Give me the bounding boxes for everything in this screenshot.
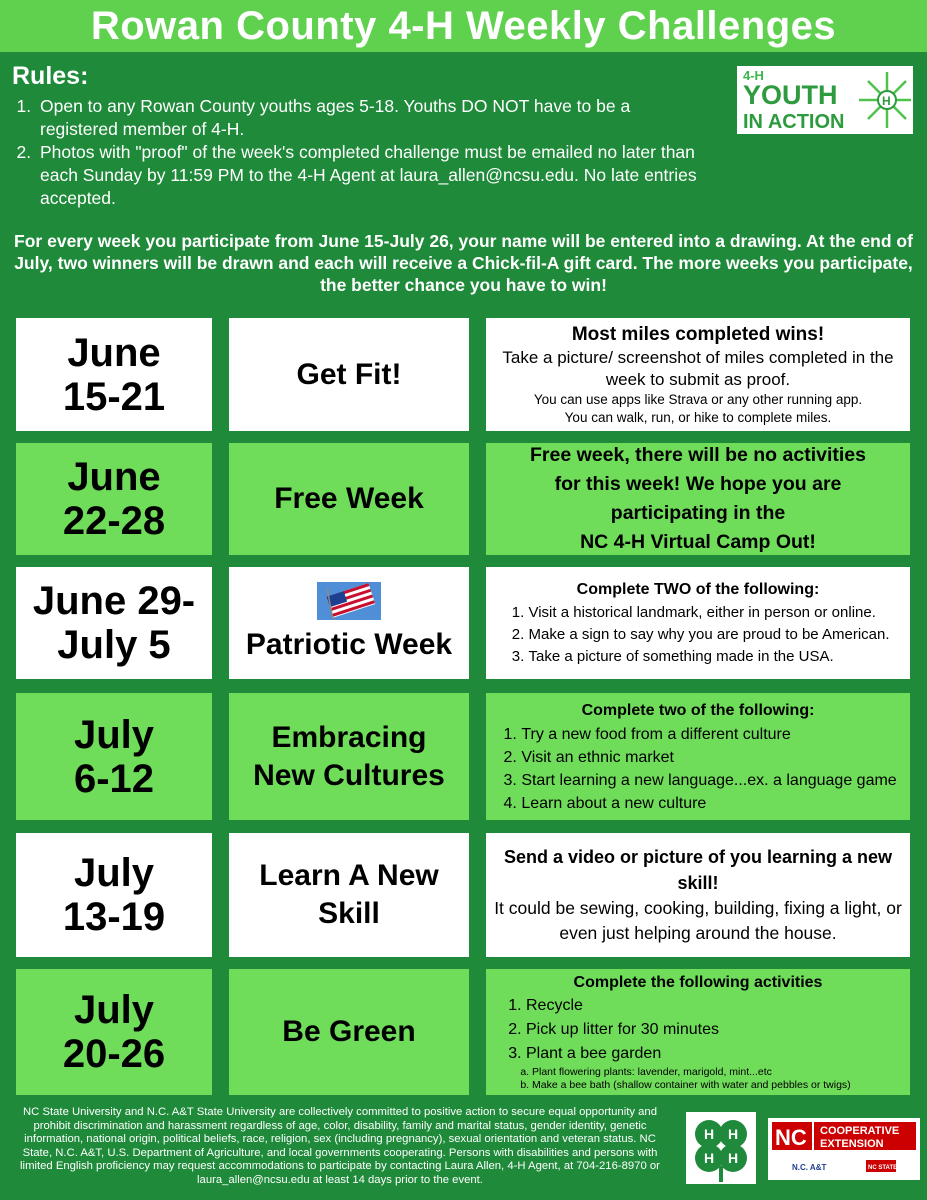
list-item: 3. Start learning a new language...ex. a language game: [521, 769, 896, 792]
week-date: June 22-28: [16, 443, 212, 555]
week-description: Complete the following activities 1. Recycle 2. Pick up litter for 30 minutes 3. Plant a bee garden a. Plant flowering plants: lavender, marigold, mint...etc b. Make a bee bath (shallow container with water and pebbles or twigs): [486, 969, 910, 1095]
week-theme: Be Green: [229, 969, 469, 1095]
svg-text:H: H: [704, 1126, 715, 1142]
list-item: 2. Make a sign to say why you are proud to be American.: [528, 624, 889, 646]
list-item: 1. Visit a historical landmark, either in person or online.: [528, 602, 889, 624]
nc-cooperative-extension-logo: [768, 1118, 920, 1180]
week-date: June 15-21: [16, 318, 212, 431]
week-date: July 6-12: [16, 693, 212, 820]
list-item: 1. Try a new food from a different culture: [521, 723, 896, 746]
week-description: Free week, there will be no activities for this week! We hope you are participating in the NC 4-H Virtual Camp Out!: [486, 443, 910, 555]
week-date: July 13-19: [16, 833, 212, 957]
rules-title: Rules:: [12, 62, 89, 90]
svg-text:H: H: [704, 1150, 715, 1166]
rules-section: [12, 62, 712, 210]
svg-text:H: H: [728, 1126, 739, 1142]
week-row: [16, 833, 910, 957]
week-date: July 20-26: [16, 969, 212, 1095]
list-item: 4. Learn about a new culture: [521, 792, 896, 815]
extension-text: EXTENSION: [820, 1138, 884, 1150]
week-row: [16, 443, 910, 555]
week-description: Send a video or picture of you learning a new skill! It could be sewing, cooking, building, fixing a light, or even just helping around the house.: [486, 833, 910, 957]
list-item: 2. Pick up litter for 30 minutes: [526, 1018, 719, 1042]
cooperative-text: COOPERATIVE: [820, 1125, 900, 1137]
list-item: 3. Take a picture of something made in the USA.: [528, 646, 889, 668]
svg-text:H: H: [882, 94, 891, 108]
nc-text: NC: [775, 1125, 807, 1150]
american-flag-icon: [317, 582, 381, 620]
four-h-clover-logo: [686, 1112, 756, 1184]
intro-text: For every week you participate from June 15-July 26, your name will be entered into a drawing. At the end of July, two winners will be drawn and each will receive a Chick-fil-A gift card. The more weeks you participate, the better chance you have to win!: [14, 231, 913, 295]
youth-in-action-logo: [737, 66, 913, 134]
week-description: Complete TWO of the following: 1. Visit a historical landmark, either in person or online. 2. Make a sign to say why you are proud to be American. 3. Take a picture of something made in the USA.: [486, 567, 910, 679]
week-row: [16, 318, 910, 431]
list-item: 1. Recycle: [526, 994, 719, 1018]
ncat-text: N.C. A&T: [792, 1163, 827, 1172]
week-description: Most miles completed wins! Take a picture/ screenshot of miles completed in the week to submit as proof. You can use apps like Strava or any other running app. You can walk, run, or hike to complete miles.: [486, 318, 910, 431]
week-theme: Embracing New Cultures: [229, 693, 469, 820]
week-theme: Patriotic Week: [229, 567, 469, 679]
week-row: [16, 969, 910, 1095]
footer-disclaimer: NC State University and N.C. A&T State University are collectively committed to positive action to secure equal opportunity and prohibit discrimination and harassment regardless of age, color, disability, family and marital status, gender identity, genetic information, national origin, political beliefs, race, religion, sex (including pregnancy), sexual orientation and veteran status. NC State, N.C. A&T, U.S. Department of Agriculture, and local governments cooperating. Persons with disabilities and persons with limited English proficiency may request accommodations to participate by contacting Laura Allen, 4-H Agent, at 704-216-8970 or laura_allen@ncsu.edu at least 14 days prior to the event.: [20, 1106, 660, 1186]
week-theme: Learn A New Skill: [229, 833, 469, 957]
rule-item: 1. Open to any Rowan County youths ages 5-18. Youths DO NOT have to be a registered member of 4-H.: [36, 95, 712, 141]
page-title: Rowan County 4-H Weekly Challenges: [90, 4, 837, 48]
week-theme: Free Week: [229, 443, 469, 555]
week-date: June 29- July 5: [16, 567, 212, 679]
list-subitem: a. Plant flowering plants: lavender, marigold, mint...etc: [532, 1066, 851, 1079]
ncstate-text: NC STATE: [868, 1165, 898, 1171]
four-h-clover-icon: [686, 1112, 756, 1184]
list-item: 3. Plant a bee garden: [526, 1042, 719, 1066]
header-banner: [0, 0, 927, 52]
logo-4h-text: 4-H: [743, 68, 764, 83]
youth-in-action-logo-graphic: [737, 66, 913, 134]
list-subitem: b. Make a bee bath (shallow container with water and pebbles or twigs): [532, 1079, 851, 1092]
rule-item: 2. Photos with "proof" of the week's completed challenge must be emailed no later than each Sunday by 11:59 PM to the 4-H Agent at laura_allen@ncsu.edu. No late entries accepted.: [36, 141, 712, 210]
list-item: 2. Visit an ethnic market: [521, 746, 896, 769]
logo-youth-text: YOUTH: [743, 80, 838, 110]
svg-text:H: H: [728, 1150, 739, 1166]
rules-list: [12, 95, 712, 210]
week-description: Complete two of the following: 1. Try a new food from a different culture 2. Visit an ethnic market 3. Start learning a new language...ex. a language game 4. Learn about a new culture: [486, 693, 910, 820]
week-theme: Get Fit!: [229, 318, 469, 431]
week-row: [16, 567, 910, 679]
week-row: [16, 693, 910, 820]
nc-extension-logo-graphic: [768, 1118, 920, 1180]
logo-in-action-text: IN ACTION: [743, 111, 845, 133]
